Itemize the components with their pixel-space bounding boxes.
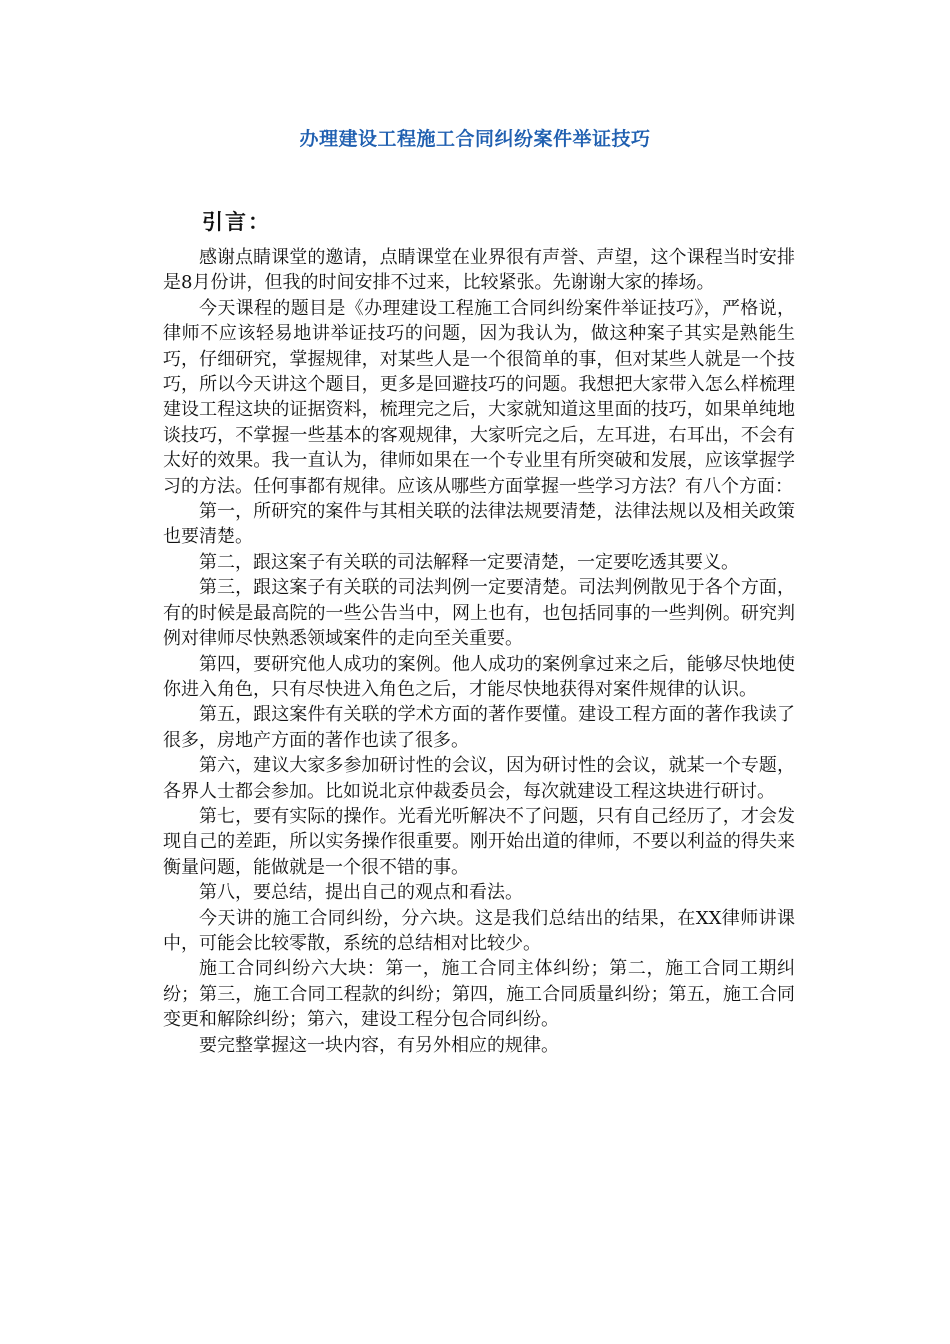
paragraph: 第二，跟这案子有关联的司法解释一定要清楚，一定要吃透其要义。 bbox=[199, 551, 739, 573]
document-body bbox=[163, 245, 795, 1058]
paragraph: 第一，所研究的案件与其相关联的法律法规要清楚，法律法规以及相关政策也要清楚。 bbox=[163, 501, 795, 548]
section-heading: 引言： bbox=[202, 210, 271, 234]
paragraph: 第五，跟这案件有关联的学术方面的著作要懂。建设工程方面的著作我读了很多，房地产方面的著作也读了很多。 bbox=[163, 704, 795, 751]
paragraph: 今天课程的题目是《办理建设工程施工合同纠纷案件举证技巧》，严格说，律师不应该轻易地讲举证技巧的问题，因为我认为，做这种案子其实是熟能生巧，仔细研究，掌握规律，对某些人是一个很简单的事，但对某些人就是一个技巧，所以今天讲这个题目，更多是回避技巧的问题。我想把大家带入怎么样梳理建设工程这块的证据资料，梳理完之后，大家就知道这里面的技巧，如果单纯地谈技巧，不掌握一些基本的客观规律，大家听完之后，左耳进，右耳出，不会有太好的效果。我一直认为，律师如果在一个专业里有所突破和发展，应该掌握学习的方法。任何事都有规律。应该从哪些方面掌握一些学习方法？有八个方面： bbox=[163, 297, 795, 497]
document-title: 办理建设工程施工合同纠纷案件举证技巧 bbox=[299, 128, 651, 150]
paragraph: 第七，要有实际的操作。光看光听解决不了问题，只有自己经历了，才会发现自己的差距，所以实务操作很重要。刚开始出道的律师，不要以利益的得失来衡量问题，能做就是一个很不错的事。 bbox=[163, 805, 795, 878]
paragraph: 第六，建议大家多参加研讨性的会议，因为研讨性的会议，就某一个专题，各界人士都会参加。比如说北京仲裁委员会，每次就建设工程这块进行研讨。 bbox=[163, 755, 795, 802]
paragraph: 感谢点睛课堂的邀请，点睛课堂在业界很有声誉、声望，这个课程当时安排是8月份讲，但我的时间安排不过来，比较紧张。先谢谢大家的捧场。 bbox=[163, 247, 795, 294]
paragraph: 今天讲的施工合同纠纷，分六块。这是我们总结出的结果，在XX律师讲课中，可能会比较零散，系统的总结相对比较少。 bbox=[163, 907, 795, 954]
paragraph: 施工合同纠纷六大块：第一，施工合同主体纠纷；第二，施工合同工期纠纷；第三，施工合同工程款的纠纷；第四，施工合同质量纠纷；第五，施工合同变更和解除纠纷；第六，建设工程分包合同纠纷。 bbox=[163, 958, 795, 1031]
paragraph: 第四，要研究他人成功的案例。他人成功的案例拿过来之后，能够尽快地使你进入角色，只有尽快进入角色之后，才能尽快地获得对案件规律的认识。 bbox=[163, 653, 795, 700]
paragraph: 第三，跟这案子有关联的司法判例一定要清楚。司法判例散见于各个方面，有的时候是最高院的一些公告当中，网上也有，也包括同事的一些判例。研究判例对律师尽快熟悉领域案件的走向至关重要。 bbox=[163, 577, 795, 650]
paragraph: 第八，要总结，提出自己的观点和看法。 bbox=[199, 882, 523, 904]
paragraph: 要完整掌握这一块内容，有另外相应的规律。 bbox=[199, 1034, 559, 1056]
